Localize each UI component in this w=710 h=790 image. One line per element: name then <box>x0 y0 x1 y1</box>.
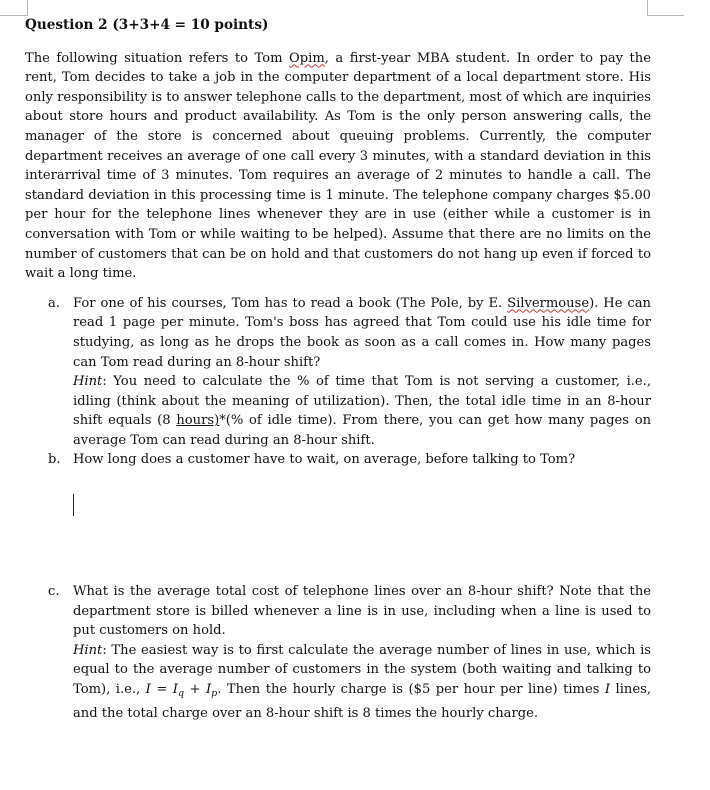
part-a-marker: a. <box>48 295 60 311</box>
question-parts <box>25 294 651 724</box>
part-b <box>25 450 651 470</box>
part-a-hint-1: : You need to calculate the % of time that Tom is not serving a customer, i.e., idling (think about the meaning of utilization). Then, the total idle time in an 8-hour shift equals (8 <box>73 374 651 429</box>
part-c-hint-3: lines, and the total charge over an 8-hour shift is 8 times the hourly charge. <box>73 682 651 721</box>
part-a-text-2: ). He can read 1 page per minute. Tom's boss has agreed that Tom could use his idle time for studying, as long as he drops the book as soon as a call comes in. How many pages can Tom read during an 8-hour shift? <box>73 295 651 370</box>
part-a-hint-2: *(% of idle time). From there, you can get how many pages on average Tom can read during an 8-hour shift. <box>73 413 652 448</box>
part-c-marker: c. <box>48 584 60 600</box>
part-c-hint-2: . Then the hourly charge is ($5 per hour per line) times <box>217 682 605 698</box>
text-cursor <box>73 494 74 516</box>
intro-paragraph <box>25 49 651 284</box>
part-a-hint-label: Hint <box>73 374 103 390</box>
intro-text-1: The following situation refers to Tom <box>25 50 290 66</box>
part-c-hint-label: Hint <box>73 642 103 658</box>
formula-plus: + <box>184 682 206 698</box>
lines-variable: I <box>604 682 611 698</box>
crop-mark-top-left <box>0 0 28 16</box>
part-a-hint-hours: hours) <box>176 413 220 429</box>
part-c-hint-1: : The easiest way is to first calculate the average number of lines in use, which is equal to the average number of customers in the system (both waiting and talking to Tom), i.e., <box>73 642 651 698</box>
intro-text-2: , a first-year MBA student. In order to pay the rent, Tom decides to take a job in the computer department of a local department store. His only responsibility is to answer telephone calls to the department, most of which are inquiries about store hours and product availability. As Tom is the only person answering calls, the manager of the store is concerned about queuing problems. Currently, the computer department receives an average of one call every 3 minutes, with a standard deviation in this interarrival time of 3 minutes. Tom requires an average of 2 minutes to handle a call. The standard deviation in this processing time is 1 minute. The telephone company charges $5.00 per hour for the telephone lines whenever they are in use (either while a customer is in conversation with Tom or while waiting to be helped). Assume that there are no limits on the number of customers that can be on hold and that customers do not hang up even if forced to wait a long time. <box>25 50 651 282</box>
part-a <box>25 294 651 451</box>
answer-area[interactable] <box>25 470 651 582</box>
formula-term-2-sub: p <box>211 688 218 700</box>
part-b-marker: b. <box>48 452 61 468</box>
student-name: Opim <box>289 50 325 66</box>
part-b-text: How long does a customer have to wait, on average, before talking to Tom? <box>73 452 576 468</box>
formula-eq: = <box>150 682 173 698</box>
formula-term-2: I <box>205 682 212 698</box>
book-author: Silvermouse <box>507 295 590 311</box>
formula-term-1: I <box>172 682 178 698</box>
formula-term-1-sub: q <box>177 688 185 700</box>
crop-mark-top-right <box>647 0 684 16</box>
document-body[interactable] <box>25 16 651 723</box>
question-title: Question 2 (3+3+4 = 10 points) <box>25 17 269 33</box>
part-c <box>25 582 651 723</box>
part-a-text-1: For one of his courses, Tom has to read a book (The Pole, by E. <box>73 295 508 311</box>
part-c-text: What is the average total cost of telephone lines over an 8-hour shift? Note that the department store is billed whenever a line is in use, including when a line is used to put customers on hold. <box>73 584 651 639</box>
formula-lhs: I <box>145 682 151 698</box>
